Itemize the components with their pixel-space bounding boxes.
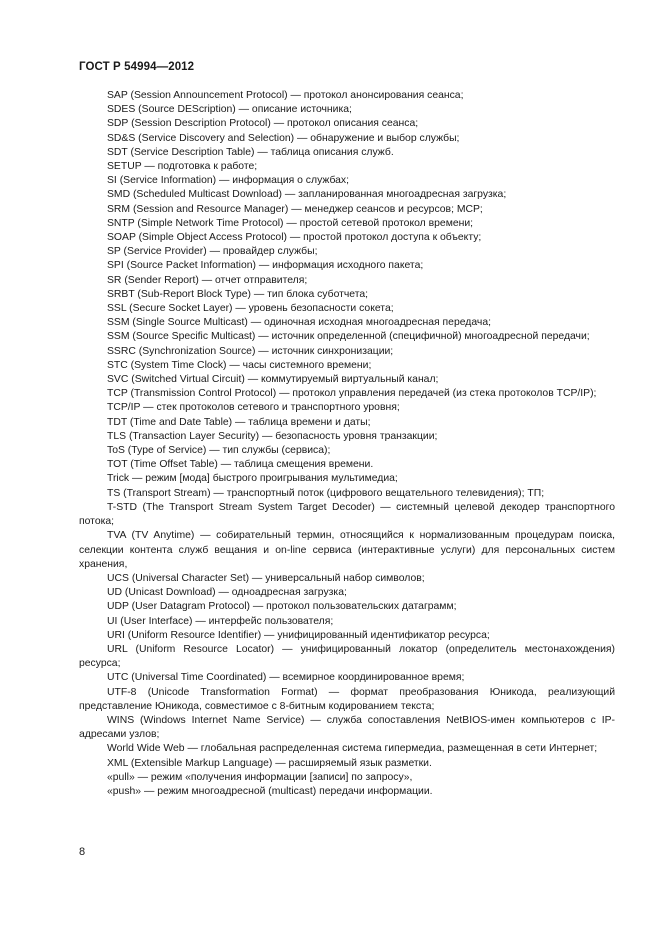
abbreviation-entry: SPI (Source Packet Information) — информация исходного пакета; (107, 260, 424, 272)
abbreviation-entry: SR (Sender Report) — отчет отправителя; (107, 274, 308, 286)
abbreviation-entry: UD (Unicast Download) — одноадресная загрузка; (107, 587, 347, 599)
abbreviation-entry: SDES (Source DEScription) — описание источника; (107, 104, 352, 116)
abbreviation-entry: World Wide Web — глобальная распределенная система гипермедиа, размещенная в сети Интернет; (107, 743, 598, 755)
abbreviation-entry: XML (Extensible Markup Language) — расширяемый язык разметки. (107, 757, 432, 769)
abbreviation-entry: SDP (Session Description Protocol) — протокол описания сеанса; (107, 118, 419, 130)
abbreviation-entry: UTF-8 (Unicode Transformation Format) — формат преобразования Юникода, реализующий представление Юникода, совместимое с 8-битным кодированием текста; (79, 686, 615, 712)
abbreviation-entry: UDP (User Datagram Protocol) — протокол пользовательских датаграмм; (107, 601, 457, 613)
abbreviation-entry: SSRC (Synchronization Source) — источник синхронизации; (107, 345, 394, 357)
abbreviation-entry: «pull» — режим «получения информации [записи] по запросу», (107, 771, 413, 783)
abbreviation-entry: TCP/IP — стек протоколов сетевого и транспортного уровня; (107, 402, 400, 414)
abbreviation-entry: SVC (Switched Virtual Circuit) — коммутируемый виртуальный канал; (107, 374, 439, 386)
abbreviation-entry: SAP (Session Announcement Protocol) — протокол анонсирования сеанса; (107, 90, 464, 101)
abbreviation-entry: SSM (Source Specific Multicast) — источник определенной (специфичной) многоадресной передачи; (107, 331, 590, 343)
abbreviation-entry: SDT (Service Description Table) — таблица описания служб. (107, 146, 394, 158)
abbreviation-entry: «push» — режим многоадресной (multicast) передачи информации. (107, 785, 433, 797)
abbreviation-entry: URI (Uniform Resource Identifier) — унифицированный идентификатор ресурса; (107, 629, 490, 641)
abbreviation-entry: SI (Service Information) — информация о службах; (107, 175, 350, 187)
abbreviation-entry: UI (User Interface) — интерфейс пользователя; (107, 615, 334, 627)
abbreviation-entry: TLS (Transaction Layer Security) — безопасность уровня транзакции; (107, 430, 438, 442)
abbreviation-entry: SP (Service Provider) — провайдер службы; (107, 246, 318, 258)
abbreviation-entry: SRBT (Sub-Report Block Type) — тип блока суботчета; (107, 288, 369, 300)
abbreviation-entry: SRM (Session and Resource Manager) — менеджер сеансов и ресурсов; MCP; (107, 203, 483, 215)
abbreviation-entry: TDT (Time and Date Table) — таблица времени и даты; (107, 416, 371, 428)
abbreviation-entry: ToS (Type of Service) — тип службы (сервиса); (107, 445, 331, 457)
abbreviation-entry: URL (Uniform Resource Locator) — унифицированный локатор (определитель местонахождения) ресурса; (79, 643, 615, 670)
document-header-title: ГОСТ Р 54994—2012 (79, 61, 195, 73)
abbreviation-entry: UTC (Universal Time Coordinated) — всемирное координированное время; (107, 672, 465, 684)
abbreviation-entry: Trick — режим [мода] быстрого проигрывания мультимедиа; (107, 473, 398, 485)
abbreviation-entry: STC (System Time Clock) — часы системного времени; (107, 359, 372, 371)
abbreviation-entry: UCS (Universal Character Set) — универсальный набор символов; (107, 572, 425, 584)
abbreviation-entry: TOT (Time Offset Table) — таблица смещения времени. (107, 459, 374, 471)
abbreviation-entry: WINS (Windows Internet Name Service) — служба сопоставления NetBIOS-имен компьютеров с IP-адресами узлов; (79, 714, 615, 741)
abbreviation-entry: SD&S (Service Discovery and Selection) — обнаружение и выбор службы; (107, 132, 460, 144)
abbreviation-entry: SMD (Scheduled Multicast Download) — запланированная многоадресная загрузка; (107, 189, 507, 201)
abbreviation-entry: TS (Transport Stream) — транспортный поток (цифрового вещательного телевидения); ТП; (107, 487, 545, 499)
abbreviation-entry: T-STD (The Transport Stream System Target Decoder) — системный целевой декодер транспортного потока; (79, 501, 615, 528)
abbreviation-entry: SETUP — подготовка к работе; (107, 161, 258, 173)
abbreviation-entry: SNTP (Simple Network Time Protocol) — простой сетевой протокол времени; (107, 217, 474, 229)
abbreviation-entry: TVA (TV Anytime) — собирательный термин, относящийся к нормализованным процедурам поиска, селекции контента служб вещания и on-line сервиса (интерактивные услуги) для персональных систем хранения, (79, 530, 615, 570)
page-number: 8 (79, 846, 86, 858)
abbreviation-entry: SSL (Secure Socket Layer) — уровень безопасности сокета; (107, 303, 394, 315)
abbreviation-entry: TCP (Transmission Control Protocol) — протокол управления передачей (из стека протоколов TCP/IP); (107, 388, 597, 400)
abbreviation-entry: SSM (Single Source Multicast) — одиночная исходная многоадресная передача; (107, 317, 491, 329)
abbreviations-list (79, 89, 615, 799)
abbreviation-entry: SOAP (Simple Object Access Protocol) — простой протокол доступа к объекту; (107, 232, 482, 244)
